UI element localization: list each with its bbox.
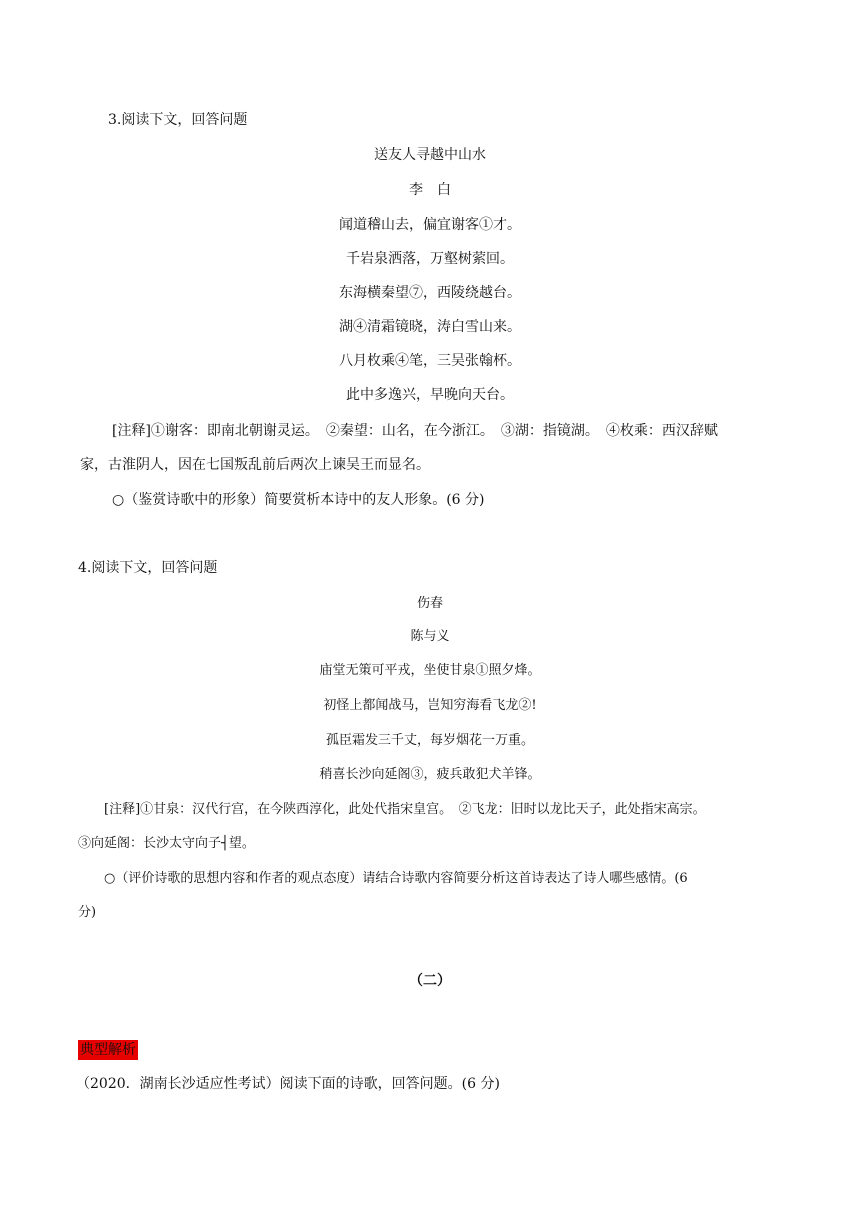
q4-poem-line: 初怪上都闻战马，岂知穷海看飞龙②! — [323, 698, 537, 713]
q4-notes-continued: ③向延阁：长沙太守向子┤望。 — [78, 836, 255, 851]
q4-poem-title: 伤春 — [416, 596, 443, 611]
q4-question: ○（评价诗歌的思想内容和作者的观点态度）请结合诗歌内容简要分析这首诗表达了诗人哪些感情。(6 — [104, 871, 688, 886]
q3-poem-line: 此中多逸兴，早晚向天台。 — [346, 387, 514, 403]
q3-poem-line: 湖④清霜镜晓，涛白雪山来。 — [339, 319, 521, 335]
q4-poem-line: 庙堂无策可平戎，坐使甘泉①照夕烽。 — [319, 663, 541, 678]
q4-poem-author: 陈与义 — [410, 629, 450, 644]
typical-analysis-tag: 典型解析 — [80, 1042, 136, 1058]
section-heading: （二） — [409, 973, 451, 989]
q3-poem-line: 东海横秦望⑦，西陵绕越台。 — [339, 285, 521, 301]
q3-notes-continued: 家，古淮阴人，因在七国叛乱前后两次上谏吴王而显名。 — [80, 457, 430, 473]
q3-poem-line: 八月枚乘④笔，三吴张翰杯。 — [339, 353, 521, 369]
exam-intro: （2020．湖南长沙适应性考试）阅读下面的诗歌，回答问题。(6 分) — [76, 1076, 500, 1092]
q4-heading: 4.阅读下文，回答问题 — [78, 560, 218, 576]
q3-poem-author: 李 白 — [409, 182, 451, 198]
q4-notes: [注释]①甘泉：汉代行宫，在今陕西淳化，此处代指宋皇宫。 ②飞龙：旧时以龙比天子，此处指宋高宗。 — [104, 802, 706, 817]
q3-poem-line: 闻道稽山去，偏宜谢客①才。 — [339, 217, 521, 233]
q4-poem-line: 孤臣霜发三千丈，每岁烟花一万重。 — [325, 733, 534, 748]
q4-poem-line: 稍喜长沙向延阁③，疲兵敢犯犬羊锋。 — [319, 767, 541, 782]
q4-question-continued: 分) — [78, 905, 97, 920]
q3-heading: 3.阅读下文，回答问题 — [108, 112, 248, 128]
q3-question: ○（鉴赏诗歌中的形象）简要赏析本诗中的友人形象。(6 分) — [112, 492, 485, 508]
q3-poem-line: 千岩泉洒落，万壑树萦回。 — [346, 251, 514, 267]
q3-notes: [注释]①谢客：即南北朝谢灵运。 ②秦望：山名，在今浙江。 ③湖：指镜湖。 ④枚乘：西汉辞赋 — [112, 423, 718, 439]
q3-poem-title: 送友人寻越中山水 — [374, 147, 486, 163]
